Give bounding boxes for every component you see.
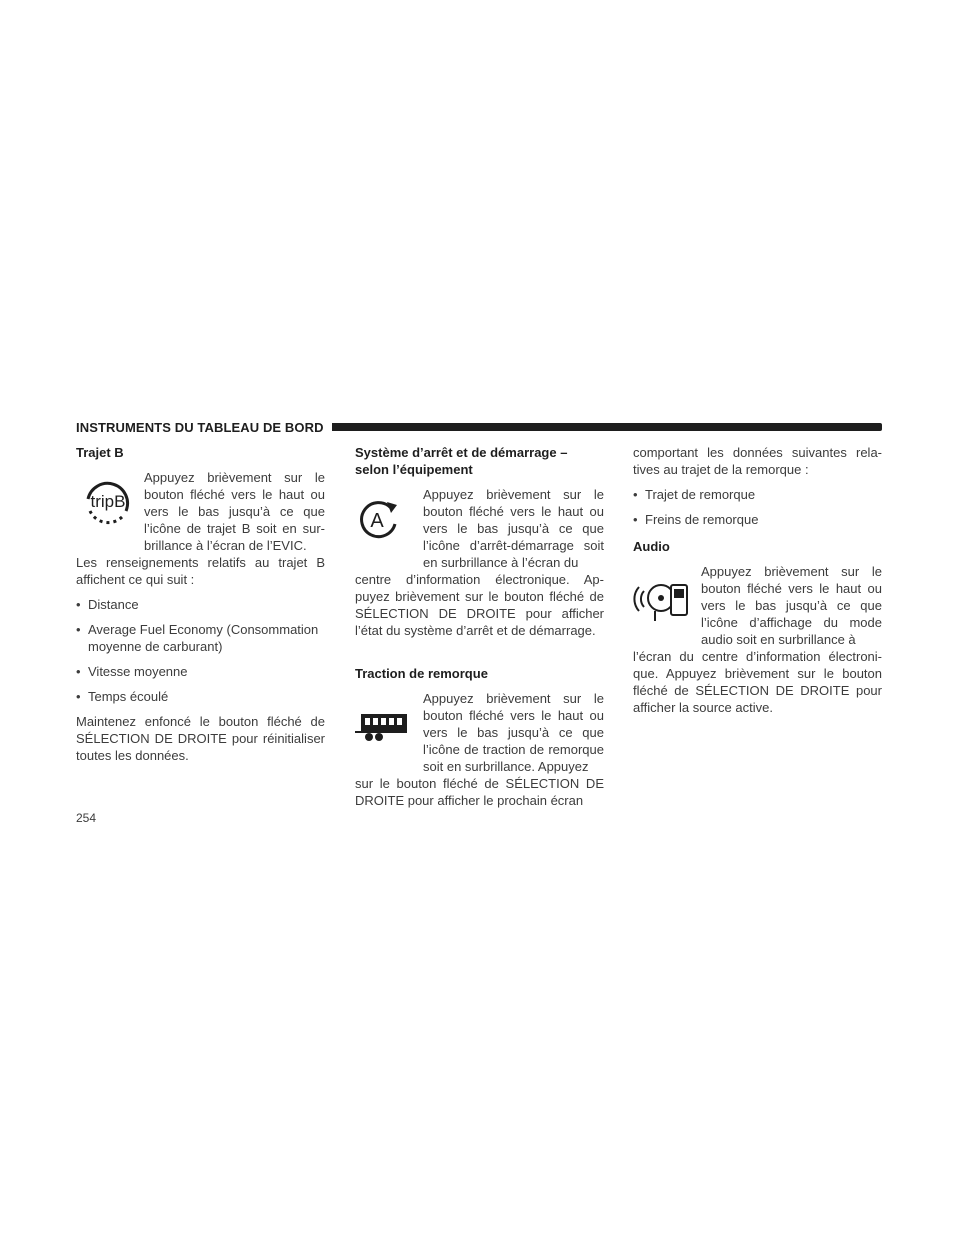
trailer-tow-continued-text: comportant les données suivantes rela-tives au trajet de la remorque : bbox=[633, 445, 882, 477]
trip-b-title: Trajet B bbox=[76, 445, 124, 460]
trip-b-intro bbox=[76, 469, 325, 554]
trip-b-intro-text: Appuyez brièvement sur le bouton fléché vers le haut ou vers le bas jusqu’à ce que l’icône de trajet B soit en sur-brillance à l’écran de l’EVIC. bbox=[144, 470, 325, 553]
svg-text:A: A bbox=[370, 510, 384, 532]
audio-after-text: l’écran du centre d’information électroni-que. Appuyez brièvement sur le bouton fléché de SÉLECTION DE DROITE pour afficher la source active. bbox=[633, 649, 882, 715]
column-2 bbox=[355, 444, 604, 809]
list-item: • Trajet de remorque bbox=[633, 486, 882, 503]
audio-title: Audio bbox=[633, 539, 670, 554]
stop-start-icon bbox=[355, 496, 401, 542]
stop-start-title-line2: selon l’équipement bbox=[355, 462, 473, 477]
trailer-tow-bullet-list bbox=[633, 486, 882, 528]
trailer-tow-intro bbox=[355, 690, 604, 775]
trailer-tow-title: Traction de remorque bbox=[355, 666, 488, 681]
trailer-tow-after-text: sur le bouton fléché de SÉLECTION DE DROITE pour afficher le prochain écran bbox=[355, 776, 604, 808]
audio-intro-text: Appuyez brièvement sur le bouton fléché vers le haut ou vers le bas jusqu’à ce que l’icône d’affichage du mode audio soit en surbrillance à bbox=[701, 564, 882, 647]
stop-start-title-line1: Système d’arrêt et de démarrage – bbox=[355, 445, 568, 460]
section-header bbox=[76, 418, 882, 436]
list-item: • Temps écoulé bbox=[76, 688, 325, 705]
svg-text:tripB: tripB bbox=[90, 492, 126, 511]
stop-start-intro bbox=[355, 486, 604, 571]
trailer-tow-intro-text: Appuyez brièvement sur le bouton fléché vers le haut ou vers le bas jusqu’à ce que l’icône de traction de remorque soit en surbrillance. Appuyez bbox=[423, 691, 604, 774]
list-item: • Freins de remorque bbox=[633, 511, 882, 528]
section-header-title: INSTRUMENTS DU TABLEAU DE BORD bbox=[76, 419, 324, 435]
stop-start-after-text: centre d’information électronique. Ap-puyez brièvement sur le bouton fléché de SÉLECTION DE DROITE pour afficher l’état du système d’arrêt et de démarrage. bbox=[355, 572, 604, 638]
trip-b-bullet-list bbox=[76, 596, 325, 705]
list-item: • Average Fuel Economy (Consommation moyenne de carburant) bbox=[76, 621, 325, 655]
trailer-icon bbox=[355, 710, 411, 744]
page-number: 254 bbox=[76, 811, 97, 825]
audio-icon bbox=[633, 577, 691, 623]
trip-b-footer-text: Maintenez enfoncé le bouton fléché de SÉLECTION DE DROITE pour réinitialiser toutes les données. bbox=[76, 714, 325, 763]
list-item: • Distance bbox=[76, 596, 325, 613]
stop-start-intro-text: Appuyez brièvement sur le bouton fléché vers le haut ou vers le bas jusqu’à ce que l’icône d’arrêt-démarrage soit en surbrillance à l’écran du bbox=[423, 487, 604, 570]
list-item: • Vitesse moyenne bbox=[76, 663, 325, 680]
trip-b-after-text: Les renseignements relatifs au trajet B affichent ce qui suit : bbox=[76, 555, 325, 587]
column-1 bbox=[76, 444, 325, 764]
section-header-bar bbox=[332, 423, 882, 431]
column-3 bbox=[633, 444, 882, 716]
trip-b-icon bbox=[76, 477, 136, 527]
audio-intro bbox=[633, 563, 882, 648]
